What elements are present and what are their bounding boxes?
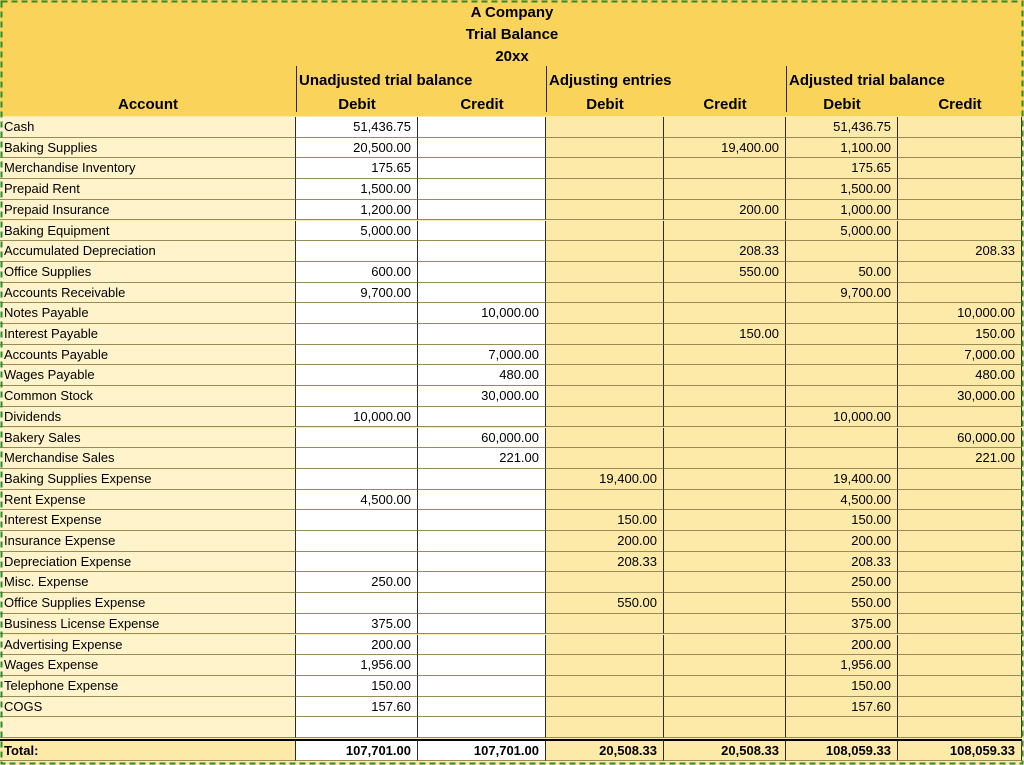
unadjusted-credit-cell[interactable] [418,158,546,179]
table-row [0,158,1024,179]
account-name-cell[interactable]: Office Supplies [0,262,296,283]
unadjusted-credit-cell[interactable]: 221.00 [418,448,546,469]
table-row [0,365,1024,386]
total-row [0,739,1024,761]
unadjusted-debit-cell[interactable]: 1,500.00 [296,179,418,200]
adjusting-debit-cell[interactable]: 208.33 [546,552,664,573]
unadjusted-debit-cell[interactable]: 250.00 [296,572,418,593]
column-header-adjusting-debit: Debit [586,96,624,113]
adjusted-credit-cell[interactable] [898,572,1022,593]
unadjusted-credit-cell[interactable] [418,635,546,656]
column-header-adjusting-credit: Credit [703,96,747,113]
table-row [0,303,1024,324]
unadjusted-debit-cell[interactable]: 175.65 [296,158,418,179]
adjusting-credit-cell[interactable] [664,676,786,697]
unadjusted-credit-cell[interactable]: 7,000.00 [418,345,546,366]
unadjusted-credit-cell[interactable] [418,531,546,552]
adjusted-debit-cell[interactable]: 1,500.00 [786,179,898,200]
account-name-cell[interactable] [0,717,296,738]
table-row [0,572,1024,593]
unadjusted-debit-cell[interactable]: 10,000.00 [296,407,418,428]
unadjusted-debit-cell[interactable]: 157.60 [296,697,418,718]
adjusted-debit-cell[interactable]: 550.00 [786,593,898,614]
adjusted-debit-cell[interactable] [786,365,898,386]
table-row [0,428,1024,449]
adjusted-credit-cell[interactable] [898,283,1022,304]
group-adjusting-entries: Adjusting entries [549,72,672,89]
adjusted-credit-cell[interactable] [898,221,1022,242]
adjusting-credit-cell[interactable] [664,572,786,593]
adjusted-debit-cell[interactable]: 5,000.00 [786,221,898,242]
adjusted-debit-cell[interactable]: 150.00 [786,510,898,531]
account-name-cell[interactable]: Business License Expense [0,614,296,635]
table-row [0,345,1024,366]
account-name-cell[interactable]: Rent Expense [0,490,296,511]
adjusting-debit-cell[interactable] [546,158,664,179]
unadjusted-credit-cell[interactable] [418,655,546,676]
account-name-cell[interactable]: Advertising Expense [0,635,296,656]
adjusted-credit-cell[interactable]: 208.33 [898,241,1022,262]
adjusted-debit-cell[interactable]: 4,500.00 [786,490,898,511]
unadjusted-debit-cell[interactable] [296,303,418,324]
unadjusted-credit-cell[interactable] [418,717,546,738]
adjusted-debit-cell[interactable] [786,428,898,449]
adjusted-credit-cell[interactable] [898,200,1022,221]
total-label: Total: [0,739,296,761]
table-row [0,635,1024,656]
unadjusted-credit-cell[interactable]: 480.00 [418,365,546,386]
column-header-account: Account [118,96,178,113]
adjusted-credit-cell[interactable] [898,697,1022,718]
adjusted-debit-cell[interactable]: 9,700.00 [786,283,898,304]
unadjusted-debit-cell[interactable] [296,593,418,614]
unadjusted-credit-cell[interactable] [418,572,546,593]
table-row [0,552,1024,573]
adjusted-credit-cell[interactable] [898,676,1022,697]
adjusting-debit-cell[interactable] [546,200,664,221]
adjusted-debit-cell[interactable]: 157.60 [786,697,898,718]
adjusting-credit-cell[interactable] [664,365,786,386]
adjusting-credit-cell[interactable] [664,552,786,573]
adjusting-debit-cell[interactable] [546,138,664,159]
adjusting-credit-cell[interactable] [664,469,786,490]
table-row [0,614,1024,635]
adjusted-credit-cell[interactable] [898,490,1022,511]
adjusting-credit-cell[interactable]: 19,400.00 [664,138,786,159]
unadjusted-debit-cell[interactable]: 1,956.00 [296,655,418,676]
unadjusted-credit-cell[interactable] [418,676,546,697]
adjusting-debit-cell[interactable] [546,448,664,469]
unadjusted-credit-cell[interactable] [418,490,546,511]
adjusted-credit-cell[interactable]: 60,000.00 [898,428,1022,449]
adjusting-debit-cell[interactable]: 19,400.00 [546,469,664,490]
adjusting-credit-cell[interactable] [664,593,786,614]
account-name-cell[interactable]: Office Supplies Expense [0,593,296,614]
account-name-cell[interactable]: Telephone Expense [0,676,296,697]
total-adjusted-debit[interactable]: 108,059.33 [786,739,898,761]
adjusting-credit-cell[interactable] [664,428,786,449]
adjusting-debit-cell[interactable] [546,428,664,449]
adjusted-credit-cell[interactable] [898,117,1022,138]
adjusted-credit-cell[interactable] [898,614,1022,635]
table-row [0,262,1024,283]
column-header-adjusted-debit: Debit [823,96,861,113]
total-unadjusted-credit[interactable]: 107,701.00 [418,739,546,761]
account-name-cell[interactable]: Cash [0,117,296,138]
adjusted-credit-cell[interactable] [898,407,1022,428]
table-row [0,283,1024,304]
account-name-cell[interactable]: Bakery Sales [0,428,296,449]
company-name: A Company [470,4,554,21]
account-name-cell[interactable]: COGS [0,697,296,718]
adjusted-debit-cell[interactable] [786,386,898,407]
table-row [0,179,1024,200]
table-row [0,138,1024,159]
adjusted-credit-cell[interactable] [898,552,1022,573]
unadjusted-credit-cell[interactable] [418,510,546,531]
account-name-cell[interactable]: Common Stock [0,386,296,407]
adjusted-debit-cell[interactable] [786,717,898,738]
adjusted-debit-cell[interactable] [786,448,898,469]
adjusted-credit-cell[interactable]: 480.00 [898,365,1022,386]
unadjusted-credit-cell[interactable] [418,179,546,200]
unadjusted-credit-cell[interactable]: 30,000.00 [418,386,546,407]
account-name-cell[interactable]: Baking Equipment [0,221,296,242]
adjusting-debit-cell[interactable]: 200.00 [546,531,664,552]
account-name-cell[interactable]: Merchandise Inventory [0,158,296,179]
unadjusted-debit-cell[interactable]: 5,000.00 [296,221,418,242]
unadjusted-debit-cell[interactable]: 600.00 [296,262,418,283]
adjusting-credit-cell[interactable] [664,490,786,511]
adjusting-debit-cell[interactable] [546,386,664,407]
unadjusted-debit-cell[interactable]: 4,500.00 [296,490,418,511]
unadjusted-credit-cell[interactable] [418,552,546,573]
total-adjusting-debit[interactable]: 20,508.33 [546,739,664,761]
adjusting-credit-cell[interactable]: 200.00 [664,200,786,221]
table-row [0,469,1024,490]
unadjusted-debit-cell[interactable] [296,717,418,738]
unadjusted-credit-cell[interactable]: 10,000.00 [418,303,546,324]
group-divider [546,66,547,112]
account-name-cell[interactable]: Baking Supplies [0,138,296,159]
adjusting-credit-cell[interactable] [664,531,786,552]
adjusted-credit-cell[interactable] [898,717,1022,738]
adjusted-credit-cell[interactable] [898,593,1022,614]
table-row [0,386,1024,407]
adjusted-credit-cell[interactable]: 7,000.00 [898,345,1022,366]
adjusted-credit-cell[interactable]: 10,000.00 [898,303,1022,324]
adjusting-debit-cell[interactable] [546,676,664,697]
adjusted-debit-cell[interactable]: 1,000.00 [786,200,898,221]
unadjusted-debit-cell[interactable]: 200.00 [296,635,418,656]
table-row [0,117,1024,138]
adjusting-debit-cell[interactable] [546,241,664,262]
table-row [0,221,1024,242]
group-divider [786,66,787,112]
account-name-cell[interactable]: Depreciation Expense [0,552,296,573]
adjusted-debit-cell[interactable] [786,345,898,366]
total-unadjusted-debit[interactable]: 107,701.00 [296,739,418,761]
unadjusted-debit-cell[interactable] [296,386,418,407]
unadjusted-debit-cell[interactable] [296,324,418,345]
adjusting-credit-cell[interactable] [664,407,786,428]
adjusting-credit-cell[interactable] [664,303,786,324]
adjusting-debit-cell[interactable] [546,635,664,656]
adjusting-debit-cell[interactable] [546,262,664,283]
adjusting-debit-cell[interactable] [546,345,664,366]
report-period: 20xx [495,48,529,65]
account-name-cell[interactable]: Interest Payable [0,324,296,345]
adjusted-debit-cell[interactable]: 19,400.00 [786,469,898,490]
column-header-unadjusted-debit: Debit [338,96,376,113]
unadjusted-debit-cell[interactable]: 1,200.00 [296,200,418,221]
adjusting-credit-cell[interactable] [664,345,786,366]
table-row [0,324,1024,345]
account-name-cell[interactable]: Wages Expense [0,655,296,676]
unadjusted-debit-cell[interactable] [296,345,418,366]
adjusted-credit-cell[interactable]: 221.00 [898,448,1022,469]
adjusting-debit-cell[interactable] [546,365,664,386]
adjusted-debit-cell[interactable]: 375.00 [786,614,898,635]
unadjusted-debit-cell[interactable] [296,510,418,531]
adjusted-debit-cell[interactable]: 50.00 [786,262,898,283]
adjusted-debit-cell[interactable]: 208.33 [786,552,898,573]
adjusting-debit-cell[interactable] [546,179,664,200]
adjusted-debit-cell[interactable]: 10,000.00 [786,407,898,428]
unadjusted-debit-cell[interactable] [296,365,418,386]
adjusted-credit-cell[interactable] [898,158,1022,179]
table-row [0,200,1024,221]
unadjusted-credit-cell[interactable] [418,593,546,614]
table-row [0,490,1024,511]
account-name-cell[interactable]: Wages Payable [0,365,296,386]
adjusting-credit-cell[interactable] [664,221,786,242]
adjusted-credit-cell[interactable] [898,469,1022,490]
adjusting-credit-cell[interactable] [664,635,786,656]
table-row [0,717,1024,738]
unadjusted-credit-cell[interactable] [418,614,546,635]
table-row [0,697,1024,718]
unadjusted-debit-cell[interactable]: 150.00 [296,676,418,697]
report-title: Trial Balance [465,26,559,43]
unadjusted-credit-cell[interactable] [418,138,546,159]
adjusted-debit-cell[interactable] [786,324,898,345]
adjusting-credit-cell[interactable] [664,717,786,738]
adjusted-debit-cell[interactable] [786,241,898,262]
account-name-cell[interactable]: Accumulated Depreciation [0,241,296,262]
adjusted-debit-cell[interactable]: 1,100.00 [786,138,898,159]
adjusting-credit-cell[interactable] [664,510,786,531]
adjusted-credit-cell[interactable]: 150.00 [898,324,1022,345]
total-adjusted-credit[interactable]: 108,059.33 [898,739,1022,761]
account-name-cell[interactable]: Merchandise Sales [0,448,296,469]
adjusted-credit-cell[interactable] [898,262,1022,283]
adjusting-credit-cell[interactable] [664,283,786,304]
unadjusted-debit-cell[interactable] [296,241,418,262]
adjusting-debit-cell[interactable] [546,717,664,738]
unadjusted-debit-cell[interactable]: 20,500.00 [296,138,418,159]
adjusted-debit-cell[interactable]: 150.00 [786,676,898,697]
adjusted-credit-cell[interactable] [898,531,1022,552]
unadjusted-debit-cell[interactable]: 9,700.00 [296,283,418,304]
adjusted-credit-cell[interactable] [898,510,1022,531]
adjusting-credit-cell[interactable] [664,697,786,718]
unadjusted-credit-cell[interactable]: 60,000.00 [418,428,546,449]
table-row [0,676,1024,697]
table-row [0,655,1024,676]
account-name-cell[interactable]: Misc. Expense [0,572,296,593]
adjusted-debit-cell[interactable] [786,303,898,324]
unadjusted-credit-cell[interactable] [418,324,546,345]
unadjusted-credit-cell[interactable] [418,221,546,242]
adjusting-debit-cell[interactable] [546,572,664,593]
group-divider [296,66,297,112]
group-adjusted-trial-balance: Adjusted trial balance [789,72,945,89]
adjusting-credit-cell[interactable]: 150.00 [664,324,786,345]
adjusting-debit-cell[interactable] [546,303,664,324]
adjusting-credit-cell[interactable] [664,448,786,469]
adjusted-debit-cell[interactable]: 200.00 [786,531,898,552]
account-name-cell[interactable]: Prepaid Rent [0,179,296,200]
adjusting-debit-cell[interactable] [546,407,664,428]
adjusting-debit-cell[interactable] [546,490,664,511]
unadjusted-debit-cell[interactable] [296,448,418,469]
account-name-cell[interactable]: Interest Expense [0,510,296,531]
unadjusted-credit-cell[interactable] [418,200,546,221]
column-header-adjusted-credit: Credit [938,96,982,113]
total-adjusting-credit[interactable]: 20,508.33 [664,739,786,761]
unadjusted-credit-cell[interactable] [418,262,546,283]
table-row [0,241,1024,262]
unadjusted-credit-cell[interactable] [418,117,546,138]
adjusting-credit-cell[interactable] [664,614,786,635]
adjusting-debit-cell[interactable] [546,697,664,718]
adjusting-credit-cell[interactable] [664,158,786,179]
unadjusted-credit-cell[interactable] [418,469,546,490]
unadjusted-debit-cell[interactable] [296,552,418,573]
adjusting-debit-cell[interactable] [546,655,664,676]
adjusting-debit-cell[interactable] [546,117,664,138]
adjusted-debit-cell[interactable]: 51,436.75 [786,117,898,138]
adjusted-credit-cell[interactable] [898,635,1022,656]
unadjusted-credit-cell[interactable] [418,697,546,718]
account-name-cell[interactable]: Notes Payable [0,303,296,324]
adjusted-credit-cell[interactable] [898,655,1022,676]
unadjusted-credit-cell[interactable] [418,407,546,428]
adjusting-debit-cell[interactable] [546,283,664,304]
unadjusted-debit-cell[interactable]: 51,436.75 [296,117,418,138]
account-name-cell[interactable]: Accounts Payable [0,345,296,366]
adjusting-credit-cell[interactable] [664,179,786,200]
account-name-cell[interactable]: Insurance Expense [0,531,296,552]
adjusted-credit-cell[interactable]: 30,000.00 [898,386,1022,407]
adjusting-credit-cell[interactable]: 550.00 [664,262,786,283]
unadjusted-credit-cell[interactable] [418,283,546,304]
column-header-unadjusted-credit: Credit [460,96,504,113]
table-row [0,510,1024,531]
adjusting-debit-cell[interactable]: 550.00 [546,593,664,614]
adjusted-credit-cell[interactable] [898,138,1022,159]
adjusted-debit-cell[interactable]: 1,956.00 [786,655,898,676]
adjusted-debit-cell[interactable]: 200.00 [786,635,898,656]
unadjusted-debit-cell[interactable] [296,428,418,449]
unadjusted-credit-cell[interactable] [418,241,546,262]
account-name-cell[interactable]: Dividends [0,407,296,428]
table-row [0,593,1024,614]
account-name-cell[interactable]: Baking Supplies Expense [0,469,296,490]
group-unadjusted-trial-balance: Unadjusted trial balance [299,72,473,89]
adjusting-credit-cell[interactable]: 208.33 [664,241,786,262]
adjusted-debit-cell[interactable]: 250.00 [786,572,898,593]
table-row [0,448,1024,469]
adjusting-credit-cell[interactable] [664,386,786,407]
adjusted-debit-cell[interactable]: 175.65 [786,158,898,179]
table-row [0,531,1024,552]
unadjusted-debit-cell[interactable] [296,531,418,552]
unadjusted-debit-cell[interactable]: 375.00 [296,614,418,635]
account-name-cell[interactable]: Prepaid Insurance [0,200,296,221]
table-row [0,407,1024,428]
adjusting-debit-cell[interactable] [546,614,664,635]
account-name-cell[interactable]: Accounts Receivable [0,283,296,304]
adjusted-credit-cell[interactable] [898,179,1022,200]
unadjusted-debit-cell[interactable] [296,469,418,490]
adjusting-debit-cell[interactable] [546,324,664,345]
adjusting-debit-cell[interactable] [546,221,664,242]
adjusting-credit-cell[interactable] [664,117,786,138]
adjusting-debit-cell[interactable]: 150.00 [546,510,664,531]
adjusting-credit-cell[interactable] [664,655,786,676]
